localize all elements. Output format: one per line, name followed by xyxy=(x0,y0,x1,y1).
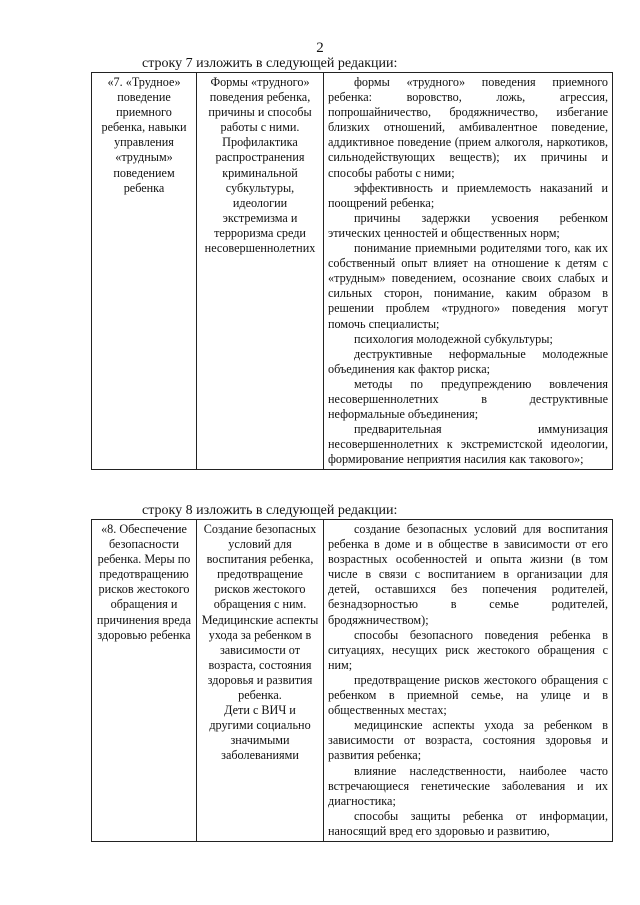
row-8-topic: «8. Обеспечение безопасности ребенка. Меры по предотвращению рисков жестокого обращения и причинения вреда здоровью ребенка xyxy=(92,520,197,842)
section-7-intro: строку 7 изложить в следующей редакции: xyxy=(142,56,398,71)
section-8-intro: строку 8 изложить в следующей редакции: xyxy=(142,503,398,518)
row-7-subtopics: Формы «трудного» поведения ребенка, причины и способы работы с ними. Профилактика распространения криминальной субкультуры, идеологии экстремизма и терроризма среди несовершеннолетних xyxy=(197,73,324,470)
row-7-table xyxy=(91,72,613,470)
row-7-content: формы «трудного» поведения приемного ребенка: воровство, ложь, агрессия, попрошайничество, бродяжничество, избегание близких отношений, амбивалентное поведение, аддиктивное поведение (прием алкоголя, наркотиков, сильнодействующих веществ); их причины и способы работы с ними; эффективность и приемлемость наказаний и поощрений ребенка; причины задержки усвоения ребенком этических ценностей и общественных норм; понимание приемными родителями того, как их собственный опыт влияет на отношение к детям с «трудным» поведением, осознание своих слабых и сильных сторон, понимание, каким образом в решении проблем «трудного» поведения могут помочь специалисты; психология молодежной субкультуры; деструктивные неформальные молодежные объединения как фактор риска; методы по предупреждению вовлечения несовершеннолетних в деструктивные неформальные объединения; предварительная иммунизация несовершеннолетних к экстремистской идеологии, формирование неприятия насилия как такового»; xyxy=(324,73,613,470)
row-7-topic: «7. «Трудное» поведение приемного ребенка, навыки управления «трудным» поведением ребенка xyxy=(92,73,197,470)
row-8-table xyxy=(91,519,613,842)
row-8-content: создание безопасных условий для воспитания ребенка в доме и в обществе в зависимости от его возрастных особенностей и опыта жизни (в том числе в связи с воспитанием в организации для детей, оставшихся без попечения родителей, безнадзорностью в семье родителей, бродяжничеством); способы безопасного поведения ребенка в ситуациях, несущих риск жестокого обращения с ним; предотвращение рисков жестокого обращения с ребенком в приемной семье, на улице и в общественных местах; медицинские аспекты ухода за ребенком в зависимости от возраста, состояния здоровья и развития ребенка; влияние наследственности, наиболее часто встречающиеся генетические заболевания и их диагностика; способы защиты ребенка от информации, наносящий вред его здоровью и развитию, xyxy=(324,520,613,842)
page-number: 2 xyxy=(316,40,324,56)
row-8-subtopics: Создание безопасных условий для воспитания ребенка, предотвращение рисков жестокого обращения с ним. Медицинские аспекты ухода за ребенком в зависимости от возраста, состояния здоровья и развития ребенка. Дети с ВИЧ и другими социально значимыми заболеваниями xyxy=(197,520,324,842)
